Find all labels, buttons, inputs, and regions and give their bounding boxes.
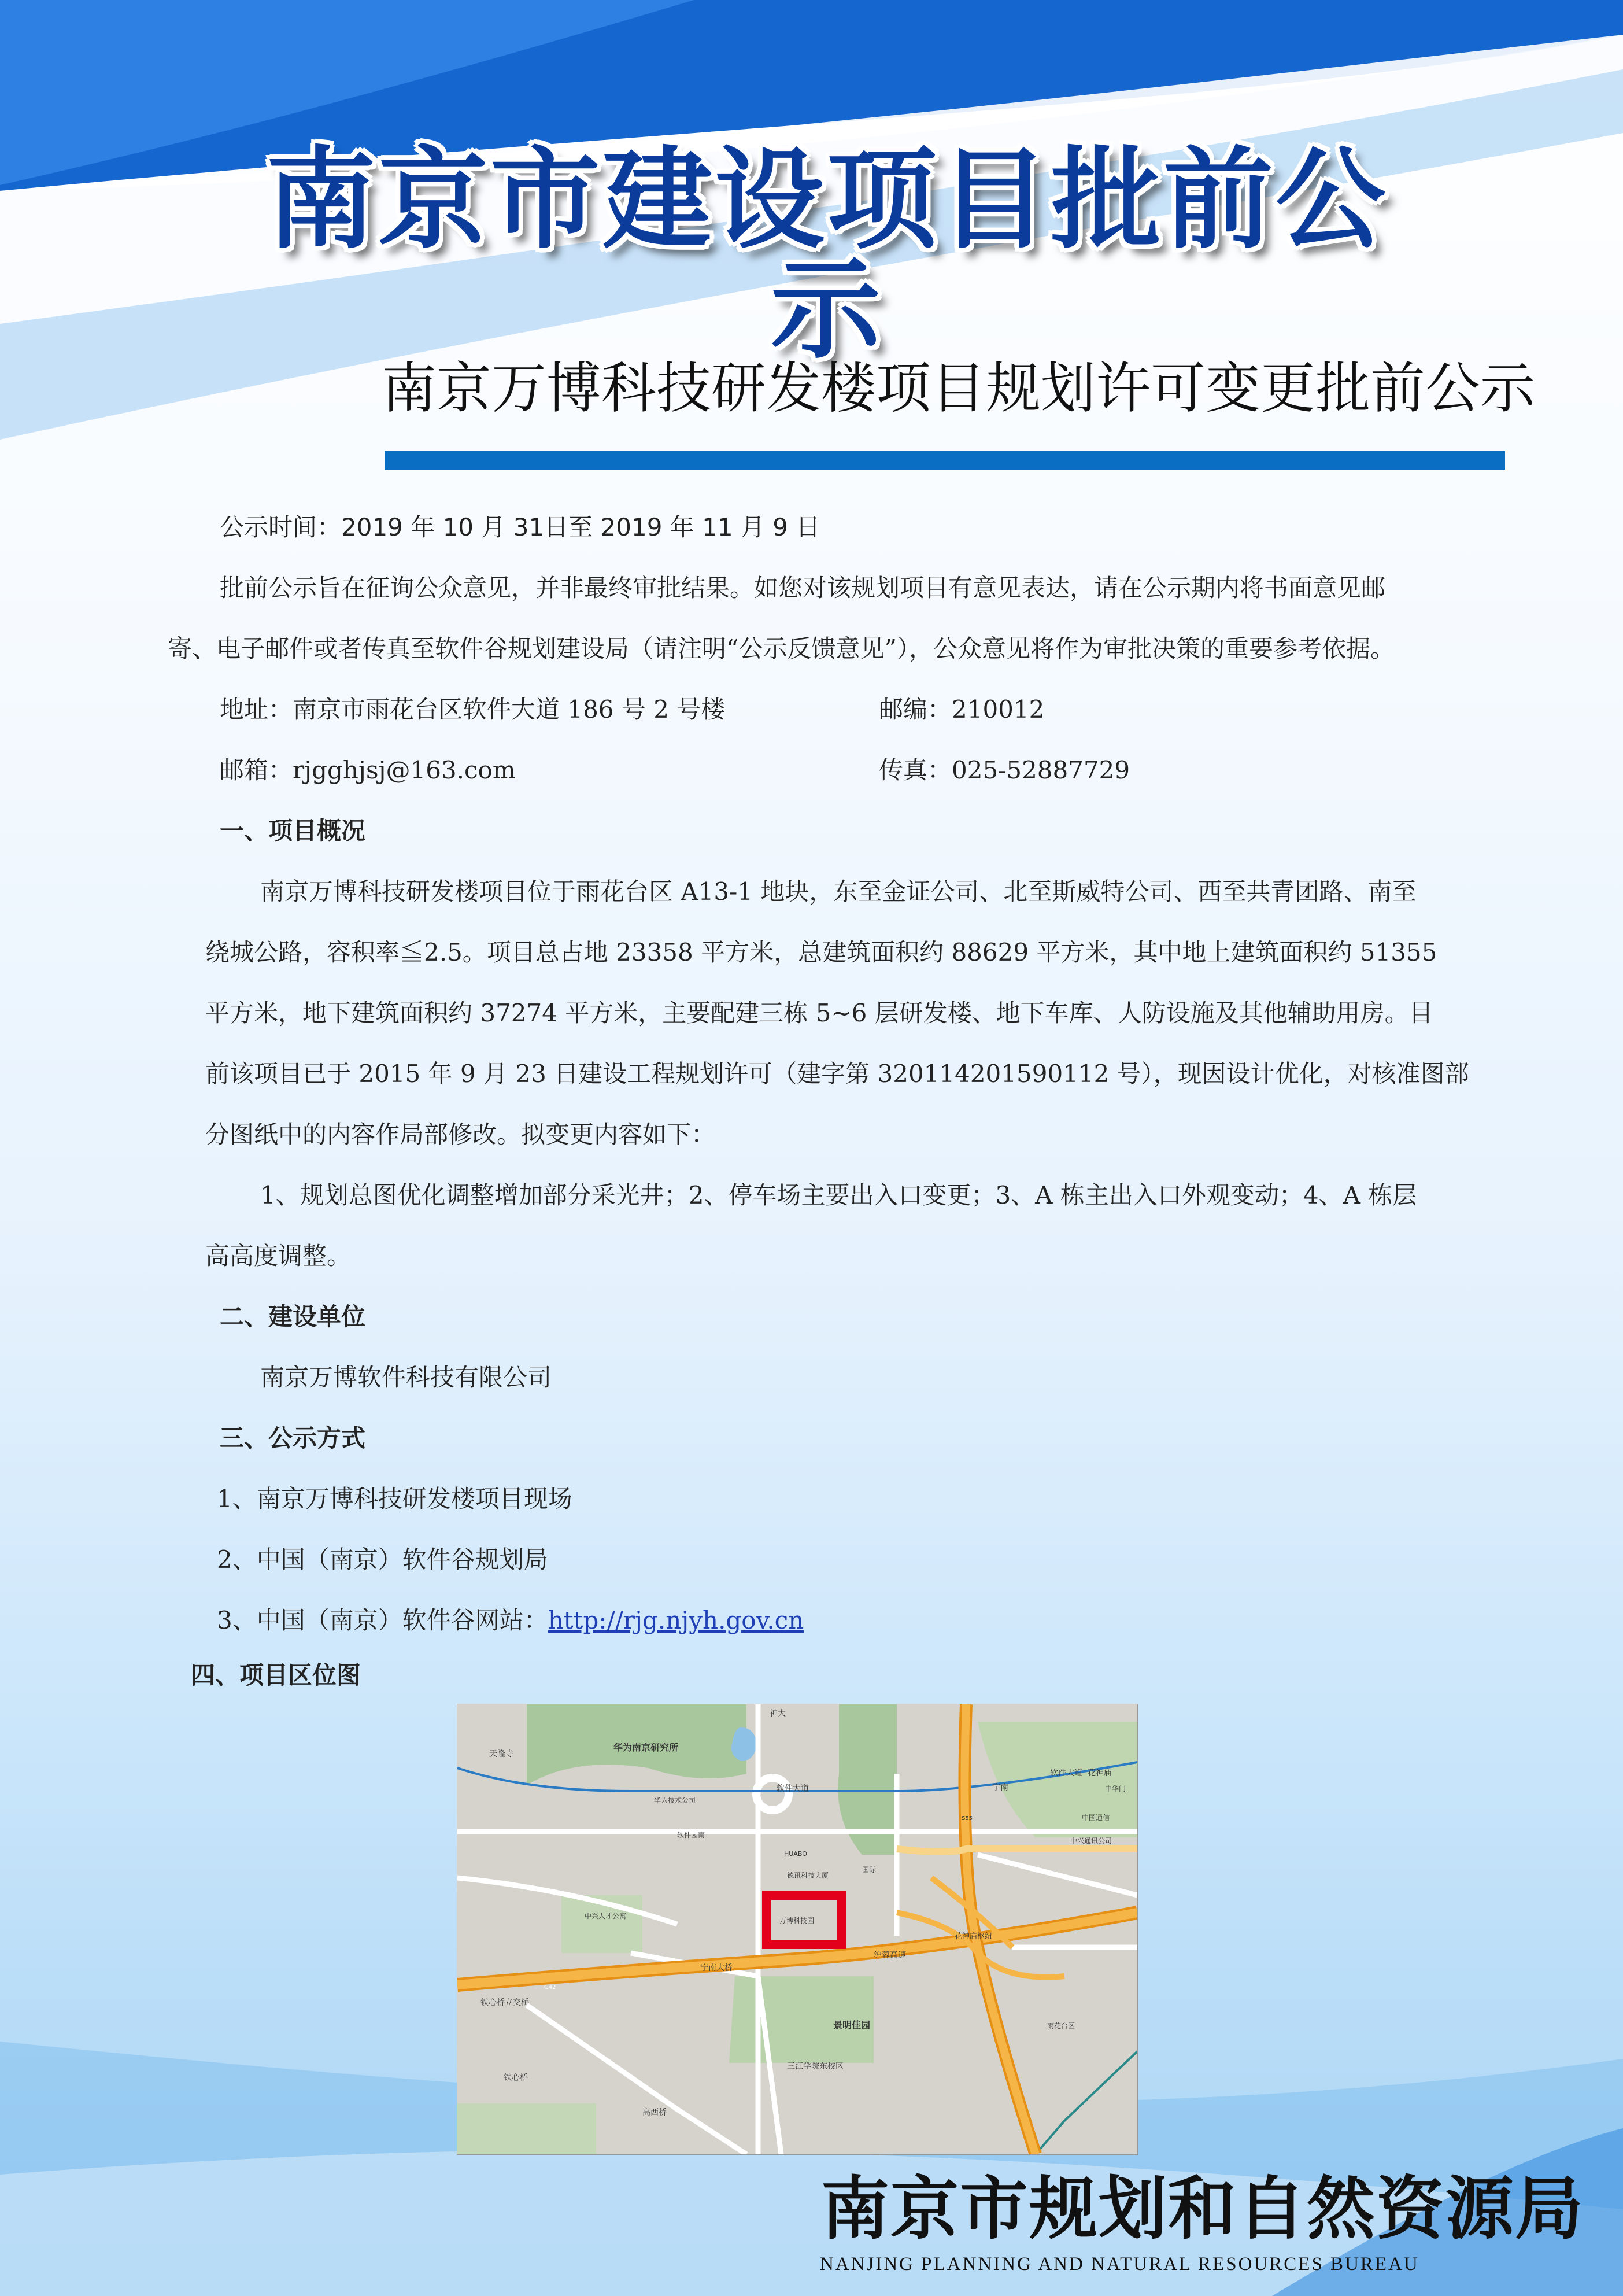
notice-email: 邮箱：rjgghjsj@163.com: [220, 756, 516, 784]
map-label: 天隆寺: [489, 1749, 513, 1759]
map-label: 软件大道: [1050, 1769, 1082, 1778]
map-label: G42: [544, 1984, 556, 1991]
footer-org-cn: 南京市规划和自然资源局: [821, 2168, 1585, 2249]
map-label: 高西桥: [642, 2108, 667, 2117]
map-label: 神大: [770, 1709, 786, 1718]
map-label: 中华门: [1105, 1785, 1126, 1793]
map-label: 宁南大桥: [700, 1963, 733, 1973]
map-label: 宁南: [992, 1783, 1008, 1792]
map-label: 软件园南: [677, 1831, 705, 1839]
map-label: HUABO: [784, 1850, 807, 1858]
notice-address: 地址：南京市雨花台区软件大道 186 号 2 号楼: [220, 695, 726, 724]
location-map[interactable]: [457, 1704, 1138, 2155]
map-label: S55: [962, 1815, 973, 1822]
publicity-item: 2、中国（南京）软件谷规划局: [217, 1545, 548, 1574]
map-label: 华为南京研究所: [613, 1742, 679, 1753]
website-link[interactable]: http://rjg.njyh.gov.cn: [548, 1606, 804, 1634]
map-label: 华为技术公司: [654, 1796, 696, 1804]
map-label: 花神庙: [1088, 1769, 1112, 1778]
notice-fax: 传真：025-52887729: [879, 756, 1130, 784]
publicity-item-label: 3、中国（南京）软件谷网站：: [217, 1606, 548, 1634]
notice-postcode: 邮编：210012: [879, 695, 1045, 724]
publicity-item: [217, 1605, 804, 1637]
notice-intro-line2: 寄、电子邮件或者传真至软件谷规划建设局（请注明“公示反馈意见”），公众意见将作为审批决策的重要参考依据。: [168, 634, 1395, 663]
map-label: 景明佳园: [833, 2020, 871, 2031]
sub-title: 南京万博科技研发楼项目规划许可变更批前公示: [382, 357, 1536, 420]
section3-heading: 三、公示方式: [220, 1424, 366, 1452]
section1-line: 高高度调整。: [205, 1242, 352, 1270]
map-label: 雨花台区: [1047, 2022, 1075, 2030]
publicity-item: 1、南京万博科技研发楼项目现场: [217, 1485, 572, 1513]
map-label: 中兴人才公寓: [585, 1912, 627, 1920]
section1-change-list: 1、规划总图优化调整增加部分采光井；2、停车场主要出入口变更；3、A 栋主出入口外观变动；4、A 栋层: [260, 1181, 1417, 1209]
map-label: 铁心桥: [504, 2073, 528, 2083]
map-label: 中兴通讯公司: [1070, 1837, 1112, 1845]
map-label: 德讯科技大厦: [787, 1872, 829, 1880]
section2-heading: 二、建设单位: [220, 1302, 366, 1331]
notice-intro-line1: 批前公示旨在征询公众意见，并非最终审批结果。如您对该规划项目有意见表达，请在公示期内将书面意见邮: [220, 574, 1386, 602]
section1-line: 南京万博科技研发楼项目位于雨花台区 A13-1 地块，东至金证公司、北至斯威特公司、西至共青团路、南至: [260, 877, 1417, 906]
notice-period: 公示时间：2019 年 10 月 31日至 2019 年 11 月 9 日: [220, 513, 820, 541]
title-divider: [385, 451, 1505, 470]
map-label: 铁心桥立交桥: [480, 1998, 529, 2007]
map-label: 万博科技园: [779, 1917, 815, 1925]
section4-heading: 四、项目区位图: [191, 1661, 361, 1689]
map-label: 花神庙枢纽: [955, 1932, 993, 1941]
map-label: 软件大道: [777, 1784, 809, 1793]
footer-org-en: NANJING PLANNING AND NATURAL RESOURCES BUREAU: [820, 2254, 1419, 2275]
map-label: 沪蓉高速: [874, 1951, 906, 1960]
section1-line: 绕城公路，容积率≦2.5。项目总占地 23358 平方米，总建筑面积约 88629 平方米，其中地上建筑面积约 51355: [205, 938, 1437, 966]
map-label: 中国通信: [1082, 1814, 1110, 1822]
map-label: 国际: [862, 1866, 877, 1874]
main-title: 南京市建设项目批前公示: [265, 135, 1388, 374]
section1-line: 平方米，地下建筑面积约 37274 平方米，主要配建三栋 5~6 层研发楼、地下车库、人防设施及其他辅助用房。目: [205, 999, 1433, 1027]
section1-line: 前该项目已于 2015 年 9 月 23 日建设工程规划许可（建字第 320114201590112 号），现因设计优化，对核准图部: [205, 1060, 1469, 1088]
section1-line: 分图纸中的内容作局部修改。拟变更内容如下：: [205, 1120, 716, 1149]
map-label: 三江学院东校区: [787, 2062, 844, 2071]
section1-heading: 一、项目概况: [220, 817, 366, 845]
company-name: 南京万博软件科技有限公司: [260, 1363, 552, 1391]
